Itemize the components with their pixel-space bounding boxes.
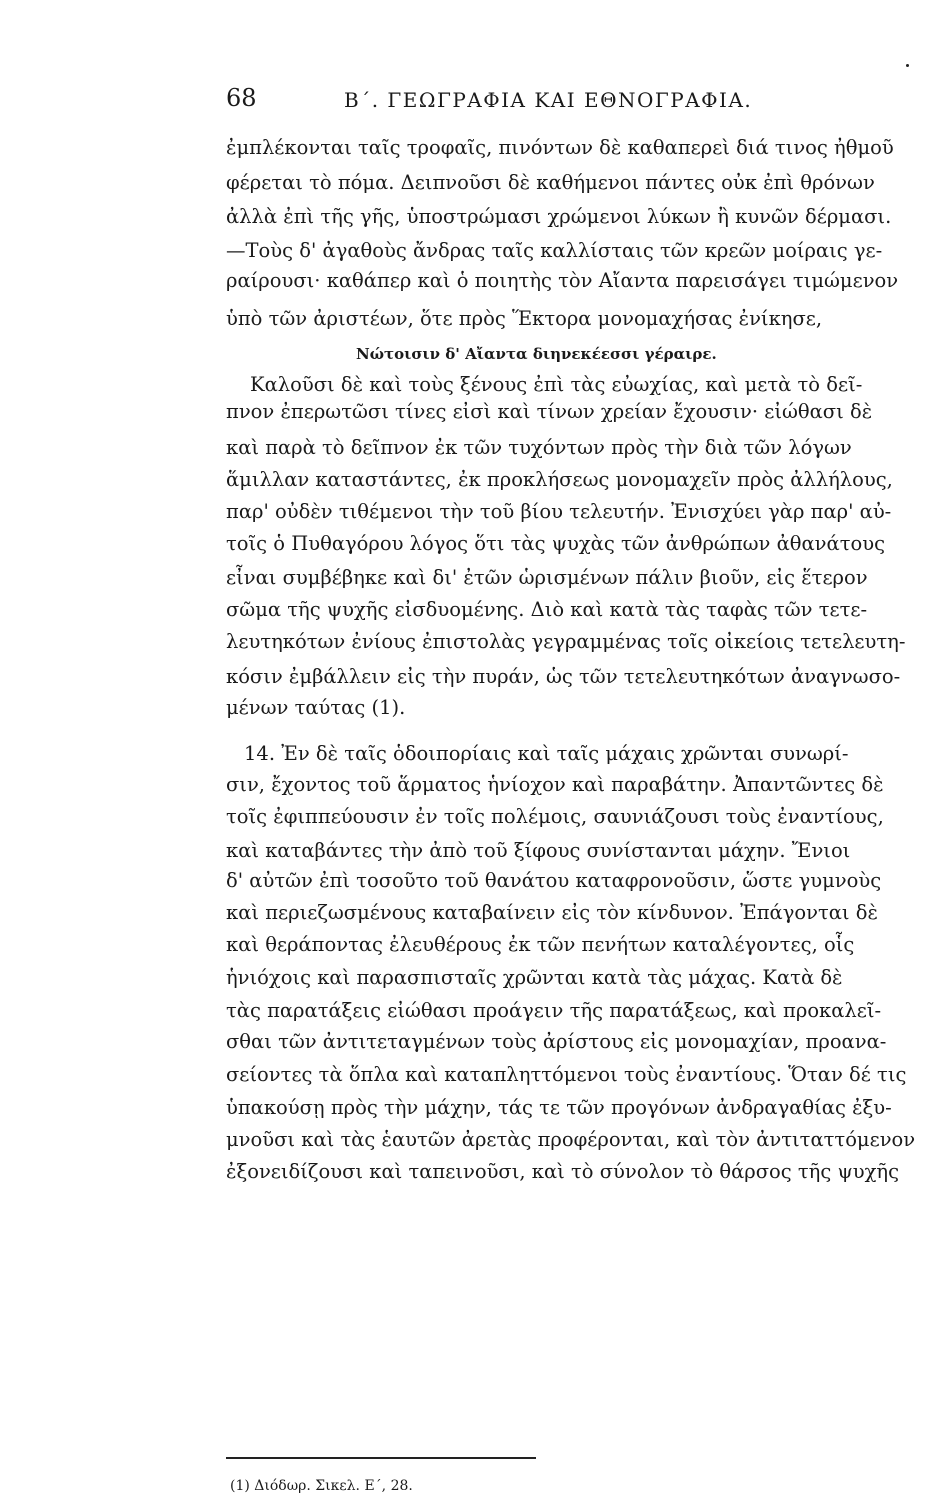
text-line: καὶ καταβάντες τὴν ἀπὸ τοῦ ξίφους συνίστανται μάχην. Ἔνιοι xyxy=(226,839,851,862)
text-line: ἀλλὰ ἐπὶ τῆς γῆς, ὑποστρώμασι χρώμενοι λύκων ἢ κυνῶν δέρμασι. xyxy=(226,205,892,228)
text-line: σιν, ἔχοντος τοῦ ἅρματος ἡνίοχον καὶ παραβάτην. Ἀπαντῶντες δὲ xyxy=(226,773,884,796)
text-line: παρ' οὐδὲν τιθέμενοι τὴν τοῦ βίου τελευτήν. Ἐνισχύει γὰρ παρ' αὐ- xyxy=(226,500,892,523)
text-line: φέρεται τὸ πόμα. Δειπνοῦσι δὲ καθήμενοι πάντες οὐκ ἐπὶ θρόνων xyxy=(226,171,875,194)
text-line: μνοῦσι καὶ τὰς ἑαυτῶν ἀρετὰς προφέρονται, καὶ τὸν ἀντιταττόμενον xyxy=(226,1128,916,1151)
text-line: καὶ θεράποντας ἐλευθέρους ἐκ τῶν πενήτων καταλέγοντες, οἷς xyxy=(226,933,855,956)
page-number: 68 xyxy=(226,84,257,112)
text-line: σείοντες τὰ ὅπλα καὶ καταπληττόμενοι τοὺς ἐναντίους. Ὅταν δέ τις xyxy=(226,1063,907,1086)
text-line: δ' αὐτῶν ἐπὶ τοσοῦτο τοῦ θανάτου καταφρονοῦσιν, ὥστε γυμνοὺς xyxy=(226,869,882,892)
text-line: —Τοὺς δ' ἀγαθοὺς ἄνδρας ταῖς καλλίσταις τῶν κρεῶν μοίραις γε- xyxy=(226,239,883,262)
footnote-rule xyxy=(226,1457,536,1459)
text-line: ἐμπλέκονται ταῖς τροφαῖς, πινόντων δὲ καθαπερεὶ διά τινος ἠθμοῦ xyxy=(226,136,894,159)
text-line: πνον ἐπερωτῶσι τίνες εἰσὶ καὶ τίνων χρείαν ἔχουσιν· εἰώθασι δὲ xyxy=(226,400,873,423)
text-line: σθαι τῶν ἀντιτεταγμένων τοὺς ἀρίστους εἰς μονομαχίαν, προανα- xyxy=(226,1030,887,1053)
text-line: μένων ταύτας (1). xyxy=(226,696,406,719)
text-line: ὑπακούσῃ πρὸς τὴν μάχην, τάς τε τῶν προγόνων ἀνδραγαθίας ἐξυ- xyxy=(226,1096,892,1119)
speck-mark xyxy=(906,64,909,67)
text-line: ἐξονειδίζουσι καὶ ταπεινοῦσι, καὶ τὸ σύνολον τὸ θάρσος τῆς ψυχῆς xyxy=(226,1160,900,1183)
text-line: κόσιν ἐμβάλλειν εἰς τὴν πυράν, ὡς τῶν τετελευτηκότων ἀναγνωσο- xyxy=(226,665,901,688)
text-line: σῶμα τῆς ψυχῆς εἰσδυομένης. Διὸ καὶ κατὰ τὰς ταφὰς τῶν τετε- xyxy=(226,598,868,621)
text-line: ὑπὸ τῶν ἀριστέων, ὅτε πρὸς Ἕκτορα μονομαχήσας ἐνίκησε, xyxy=(226,307,823,330)
text-line: λευτηκότων ἐνίους ἐπιστολὰς γεγραμμένας τοῖς οἰκείοις τετελευτη- xyxy=(226,630,906,653)
text-line: τοῖς ἐφιππεύουσιν ἐν τοῖς πολέμοις, σαυνιάζουσι τοὺς ἐναντίους, xyxy=(226,805,884,828)
text-line: εἶναι συμβέβηκε καὶ δι' ἐτῶν ὡρισμένων πάλιν βιοῦν, εἰς ἕτερον xyxy=(226,566,868,589)
text-line: τοῖς ὁ Πυθαγόρου λόγος ὅτι τὰς ψυχὰς τῶν ἀνθρώπων ἀθανάτους xyxy=(226,532,886,555)
text-line: 14. Ἐν δὲ ταῖς ὁδοιπορίαις καὶ ταῖς μάχαις χρῶνται συνωρί- xyxy=(244,742,849,765)
text-line: τὰς παρατάξεις εἰώθασι προάγειν τῆς παρατάξεως, καὶ προκαλεῖ- xyxy=(226,999,882,1022)
text-line: ραίρουσι· καθάπερ καὶ ὁ ποιητὴς τὸν Αἴαντα παρεισάγει τιμώμενον xyxy=(226,269,899,292)
text-line: καὶ περιεζωσμένους καταβαίνειν εἰς τὸν κίνδυνον. Ἐπάγονται δὲ xyxy=(226,901,878,924)
running-header xyxy=(226,84,881,114)
text-line: καὶ παρὰ τὸ δεῖπνον ἐκ τῶν τυχόντων πρὸς τὴν διὰ τῶν λόγων xyxy=(226,436,852,459)
text-line: Καλοῦσι δὲ καὶ τοὺς ξένους ἐπὶ τὰς εὐωχίας, καὶ μετὰ τὸ δεῖ- xyxy=(250,373,863,396)
running-title: Β΄. ΓΕΩΓΡΑΦΙΑ ΚΑΙ ΕΘΝΟΓΡΑΦΙΑ. xyxy=(344,88,753,112)
footnote: (1) Διόδωρ. Σικελ. Ε΄, 28. xyxy=(230,1478,413,1494)
text-line: ἅμιλλαν καταστάντες, ἐκ προκλήσεως μονομαχεῖν πρὸς ἀλλήλους, xyxy=(226,468,893,491)
text-line: ἡνιόχοις καὶ παρασπισταῖς χρῶνται κατὰ τὰς μάχας. Κατὰ δὲ xyxy=(226,966,843,989)
verse-quotation: Νώτοισιν δ' Αἴαντα διηνεκέεσσι γέραιρε. xyxy=(356,345,717,363)
